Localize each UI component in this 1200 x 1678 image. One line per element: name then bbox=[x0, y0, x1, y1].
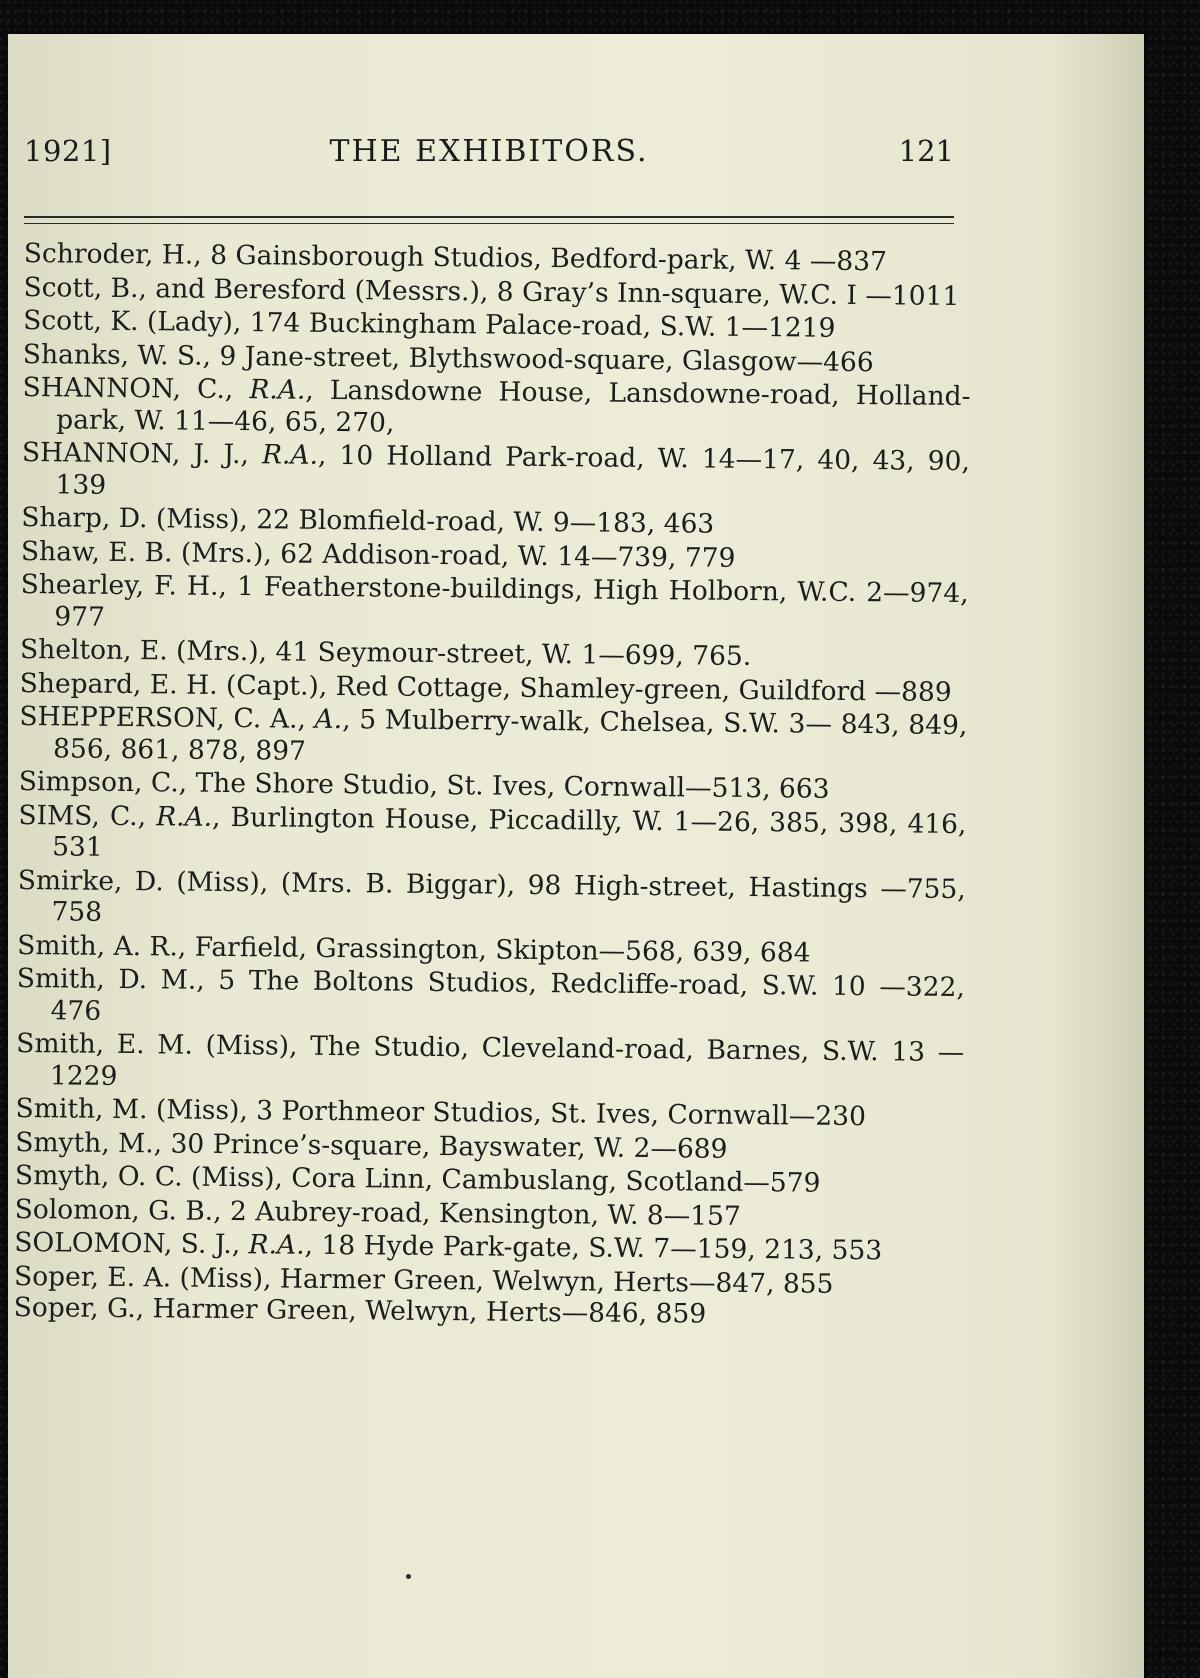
header-rule-thin bbox=[24, 223, 954, 224]
list-item: Shanks, W. S., 9 Jane-street, Blythswood-square, Glasgow—466 bbox=[22, 338, 874, 378]
list-item: Smith, D. M., 5 The Boltons Studios, Redcliffe-road, S.W. 10 —322, 476 bbox=[16, 962, 965, 1027]
list-item: Shaw, E. B. (Mrs.), 62 Addison-road, W. 14—739, 779 bbox=[20, 535, 736, 574]
book-page bbox=[8, 34, 1144, 1678]
running-header bbox=[24, 134, 954, 182]
list-item: SOLOMON, S. J., R.A., 18 Hyde Park-gate, S.W. 7—159, 213, 553 bbox=[14, 1226, 883, 1267]
list-item: Shearley, F. H., 1 Featherstone-buildings, High Holborn, W.C. 2—974, 977 bbox=[20, 568, 969, 633]
page-title: THE EXHIBITORS. bbox=[329, 134, 649, 169]
list-item: Soper, G., Harmer Green, Welwyn, Herts—846, 859 bbox=[13, 1291, 707, 1330]
list-item: SHANNON, C., R.A., Lansdowne House, Lansdowne-road, Holland-park, W. 11—46, 65, 270, bbox=[22, 371, 971, 439]
ink-dot bbox=[406, 1574, 411, 1579]
list-item: Shelton, E. (Mrs.), 41 Seymour-street, W. 1—699, 765. bbox=[19, 633, 752, 672]
list-item: Simpson, C., The Shore Studio, St. Ives, Cornwall—513, 663 bbox=[18, 765, 830, 805]
list-item: Smith, A. R., Farfield, Grassington, Skipton—568, 639, 684 bbox=[17, 929, 811, 969]
list-item: Smirke, D. (Miss), (Mrs. B. Biggar), 98 High-street, Hastings —755, 758 bbox=[17, 864, 966, 928]
list-item: Smith, M. (Miss), 3 Porthmeor Studios, St. Ives, Cornwall—230 bbox=[15, 1092, 867, 1133]
list-item: Schroder, H., 8 Gainsborough Studios, Bedford-park, W. 4 —837 bbox=[23, 238, 888, 278]
header-rule-thick bbox=[24, 216, 954, 218]
list-item: Scott, B., and Beresford (Messrs.), 8 Gray’s Inn-square, W.C. I —1011 bbox=[23, 271, 960, 312]
header-year: 1921] bbox=[24, 134, 112, 168]
list-item: Smyth, O. C. (Miss), Cora Linn, Cambuslang, Scotland—579 bbox=[14, 1159, 821, 1199]
list-item: Scott, K. (Lady), 174 Buckingham Palace-road, S.W. 1—1219 bbox=[23, 304, 836, 344]
exhibitor-list bbox=[14, 238, 972, 1333]
list-item: Soper, E. A. (Miss), Harmer Green, Welwyn, Herts—847, 855 bbox=[13, 1260, 834, 1300]
list-item: SIMS, C., R.A., Burlington House, Piccadilly, W. 1—26, 385, 398, 416, 531 bbox=[18, 799, 967, 863]
list-item: Smyth, M., 30 Prince’s-square, Bayswater, W. 2—689 bbox=[15, 1126, 728, 1165]
list-item: Shepard, E. H. (Capt.), Red Cottage, Shamley-green, Guildford —889 bbox=[19, 667, 952, 708]
list-item: SHANNON, J. J., R.A., 10 Holland Park-road, W. 14—17, 40, 43, 90, 139 bbox=[21, 436, 971, 501]
page-number: 121 bbox=[898, 134, 954, 168]
list-item: Sharp, D. (Miss), 22 Blomfield-road, W. 9—183, 463 bbox=[21, 501, 715, 540]
list-item: Solomon, G. B., 2 Aubrey-road, Kensington, W. 8—157 bbox=[14, 1193, 741, 1232]
list-item: Smith, E. M. (Miss), The Studio, Cleveland-road, Barnes, S.W. 13 —1229 bbox=[16, 1027, 965, 1092]
list-item: SHEPPERSON, C. A., A., 5 Mulberry-walk, Chelsea, S.W. 3— 843, 849, 856, 861, 878, 897 bbox=[19, 700, 968, 767]
